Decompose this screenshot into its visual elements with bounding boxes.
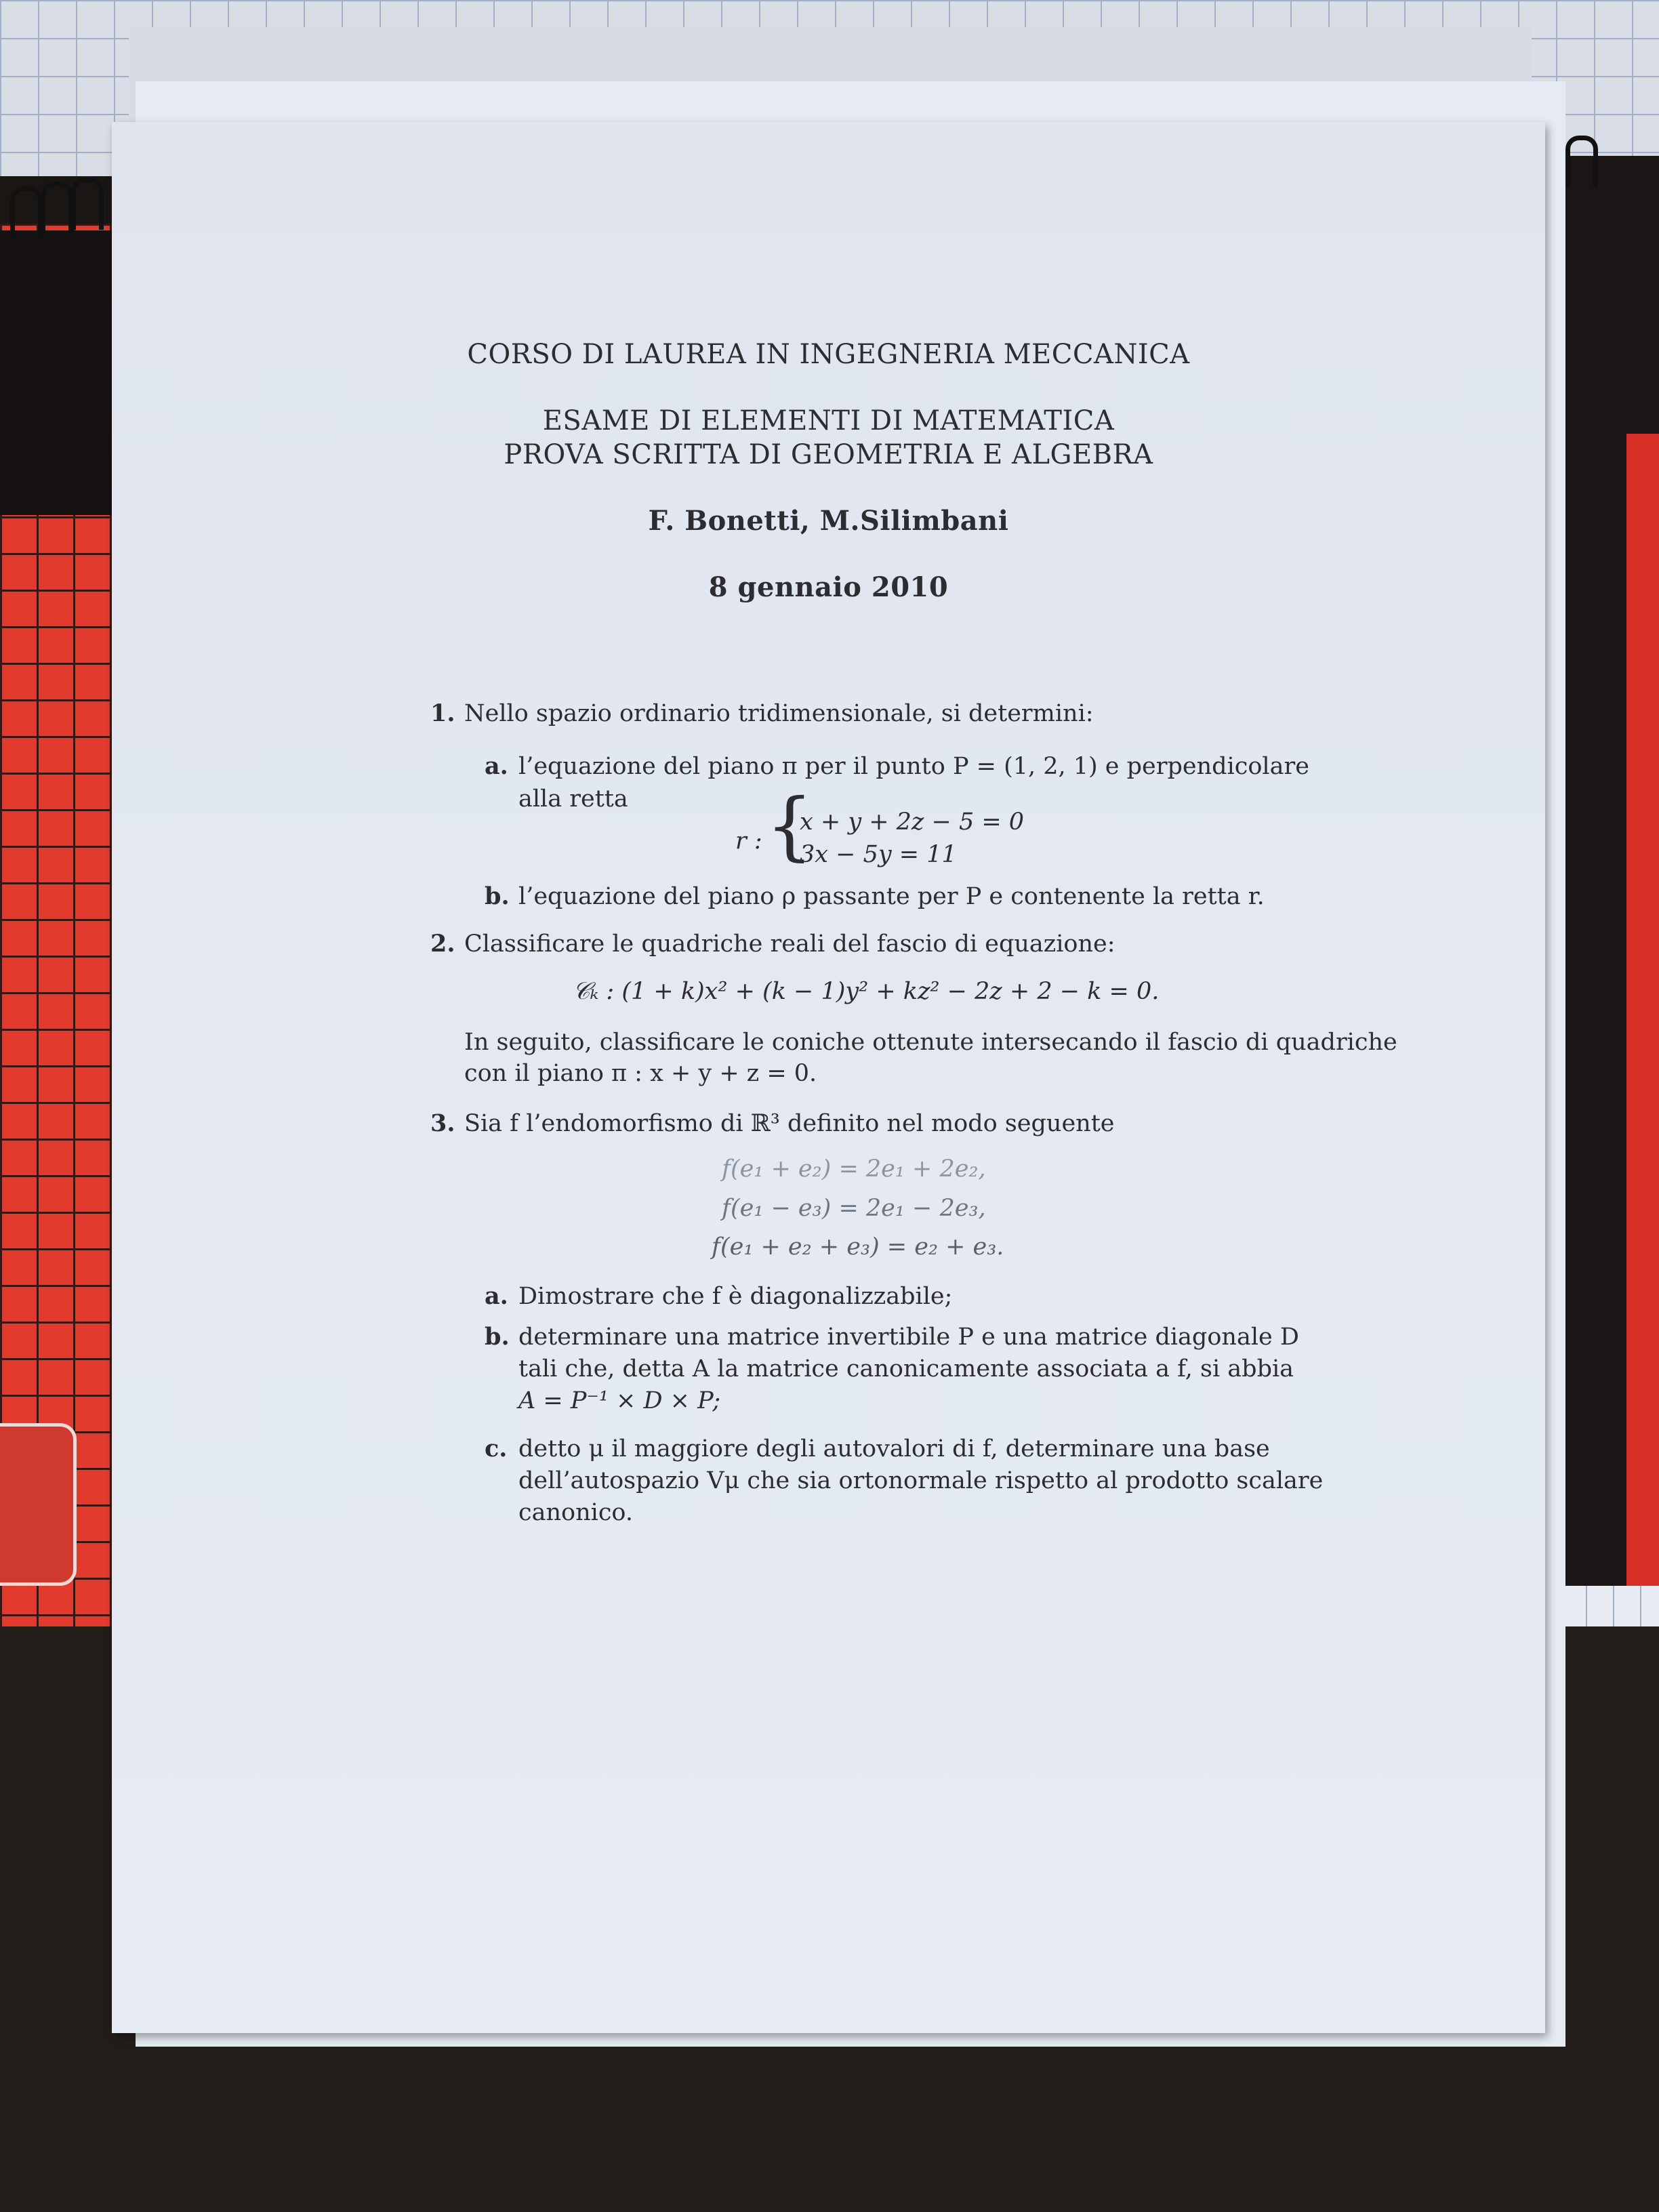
exam-title-line1: ESAME DI ELEMENTI DI MATEMATICA [542, 405, 1115, 436]
course-title: CORSO DI LAUREA IN INGEGNERIA MECCANICA [467, 339, 1190, 370]
problem-3b-label: b. [485, 1323, 510, 1351]
problem-1a-text2: alla retta [518, 785, 628, 813]
quadric-family-equation: 𝒞ₖ : (1 + k)x² + (k − 1)y² + kz² − 2z + 2 − k = 0. [573, 978, 1160, 1005]
problem-3b-text-line1: determinare una matrice invertibile P e una matrice diagonale D [518, 1324, 1299, 1351]
notebook-right-red-stripe [1626, 434, 1659, 1586]
problem-3a-label: a. [485, 1282, 508, 1310]
problem-3b-text-line3: A = P⁻¹ × D × P; [518, 1387, 721, 1414]
curly-brace: { [766, 782, 813, 869]
problem-1a-text: l’equazione del piano π per il punto P = (1, 2, 1) e perpendicolare [518, 753, 1309, 780]
problem-3-intro: Sia f l’endomorfismo di ℝ³ definito nel modo seguente [464, 1110, 1115, 1137]
problem-3b-text-line2: tali che, detta A la matrice canonicamente associata a f, si abbia [518, 1355, 1294, 1382]
exam-title-line2: PROVA SCRITTA DI GEOMETRIA E ALGEBRA [504, 439, 1153, 470]
exam-date: 8 gennaio 2010 [708, 571, 949, 603]
problem-3c-text-line3: canonico. [518, 1499, 634, 1526]
authors: F. Bonetti, M.Silimbani [648, 505, 1009, 537]
spiral-ring [10, 186, 43, 239]
system-equation-2: 3x − 5y = 11 [800, 841, 957, 868]
definition-line-3: f(e₁ + e₂ + e₃) = e₂ + e₃. [712, 1233, 1004, 1261]
problem-1a-label: a. [485, 752, 508, 780]
grid-paper-corner [1559, 1586, 1659, 1626]
problem-2-follow-line2: con il piano π : x + y + z = 0. [464, 1060, 817, 1087]
problem-2-intro: Classificare le quadriche reali del fascio di equazione: [464, 930, 1115, 958]
problem-1b-text: l’equazione del piano ρ passante per P e contenente la retta r. [518, 883, 1265, 910]
spiral-ring [1565, 136, 1598, 188]
problem-2-follow-line1: In seguito, classificare le coniche ottenute intersecando il fascio di quadriche [464, 1029, 1397, 1056]
exam-document [112, 122, 1545, 2033]
problem-2-number: 2. [430, 930, 455, 958]
definition-line-2: f(e₁ − e₃) = 2e₁ − 2e₃, [722, 1195, 986, 1222]
problem-3a-text: Dimostrare che f è diagonalizzabile; [518, 1283, 953, 1310]
problem-3c-text-line1: detto μ il maggiore degli autovalori di f, determinare una base [518, 1435, 1270, 1462]
notebook-logo-emblem [0, 1423, 77, 1586]
problem-1b-label: b. [485, 882, 510, 910]
problem-3-number: 3. [430, 1109, 455, 1137]
problem-1-number: 1. [430, 699, 455, 727]
system-equation-1: x + y + 2z − 5 = 0 [800, 808, 1025, 836]
problem-3c-text-line2: dell’autospazio Vμ che sia ortonormale rispetto al prodotto scalare [518, 1467, 1324, 1494]
spiral-ring [71, 178, 104, 230]
exam-sheet [112, 122, 1545, 2033]
spiral-ring [41, 182, 73, 234]
system-label: r : [735, 827, 762, 855]
definition-line-1: f(e₁ + e₂) = 2e₁ + 2e₂, [722, 1155, 986, 1183]
problem-1-intro: Nello spazio ordinario tridimensionale, si determini: [464, 700, 1094, 727]
problem-3c-label: c. [485, 1435, 508, 1462]
